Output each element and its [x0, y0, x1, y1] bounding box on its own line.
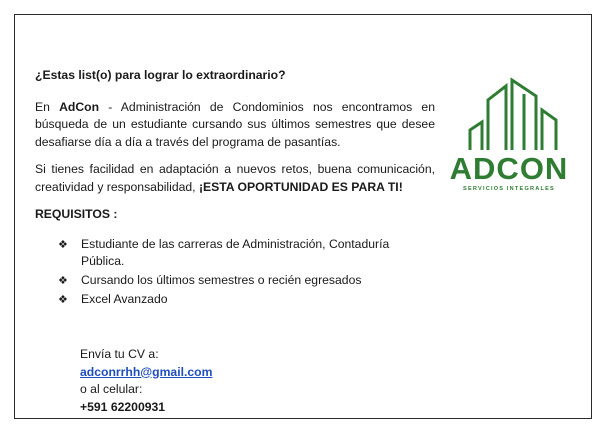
phone-number: +591 62200931 [80, 399, 166, 414]
skills-paragraph [35, 161, 435, 196]
requirements-list [35, 236, 435, 310]
list-item [58, 291, 435, 310]
logo-brand-name: ADCON [449, 151, 569, 186]
company-name: AdCon [59, 99, 100, 114]
flyer-body [35, 67, 435, 311]
intro-text: - Administración de Condominios nos encontramos en búsqueda de un estudiante cursando sus últimos semestres que desee desafiarse día a día a través del programa de pasantías. [35, 99, 435, 149]
contact-block [80, 346, 212, 416]
list-item [58, 236, 435, 271]
requirement-text: Cursando los últimos semestres o recién egresados [81, 272, 362, 287]
skills-text: Si tienes facilidad en adaptación a nuevos retos, buena comunicación, creatividad y responsabilidad, [35, 162, 435, 194]
requirement-text: Estudiante de las carreras de Administración, Contaduría Pública. [81, 236, 390, 268]
phone-label: o al celular: [80, 382, 143, 396]
send-cv-label: Envía tu CV a: [80, 347, 159, 361]
intro-paragraph [35, 99, 435, 152]
intro-prefix: En [35, 99, 60, 114]
diamond-bullet-icon: ❖ [58, 238, 68, 251]
flyer-heading: ¿Estas list(o) para lograr lo extraordinario? [35, 68, 286, 82]
diamond-bullet-icon: ❖ [58, 274, 68, 287]
requirements-title: REQUISITOS : [35, 207, 118, 221]
list-item [58, 272, 435, 291]
diamond-bullet-icon: ❖ [58, 294, 68, 306]
email-link[interactable]: adconrrhh@gmail.com [80, 364, 213, 379]
requirement-text: Excel Avanzado [81, 292, 168, 306]
opportunity-callout: ¡ESTA OPORTUNIDAD ES PARA TI! [198, 179, 403, 194]
logo-tagline: SERVICIOS INTEGRALES [463, 186, 555, 192]
